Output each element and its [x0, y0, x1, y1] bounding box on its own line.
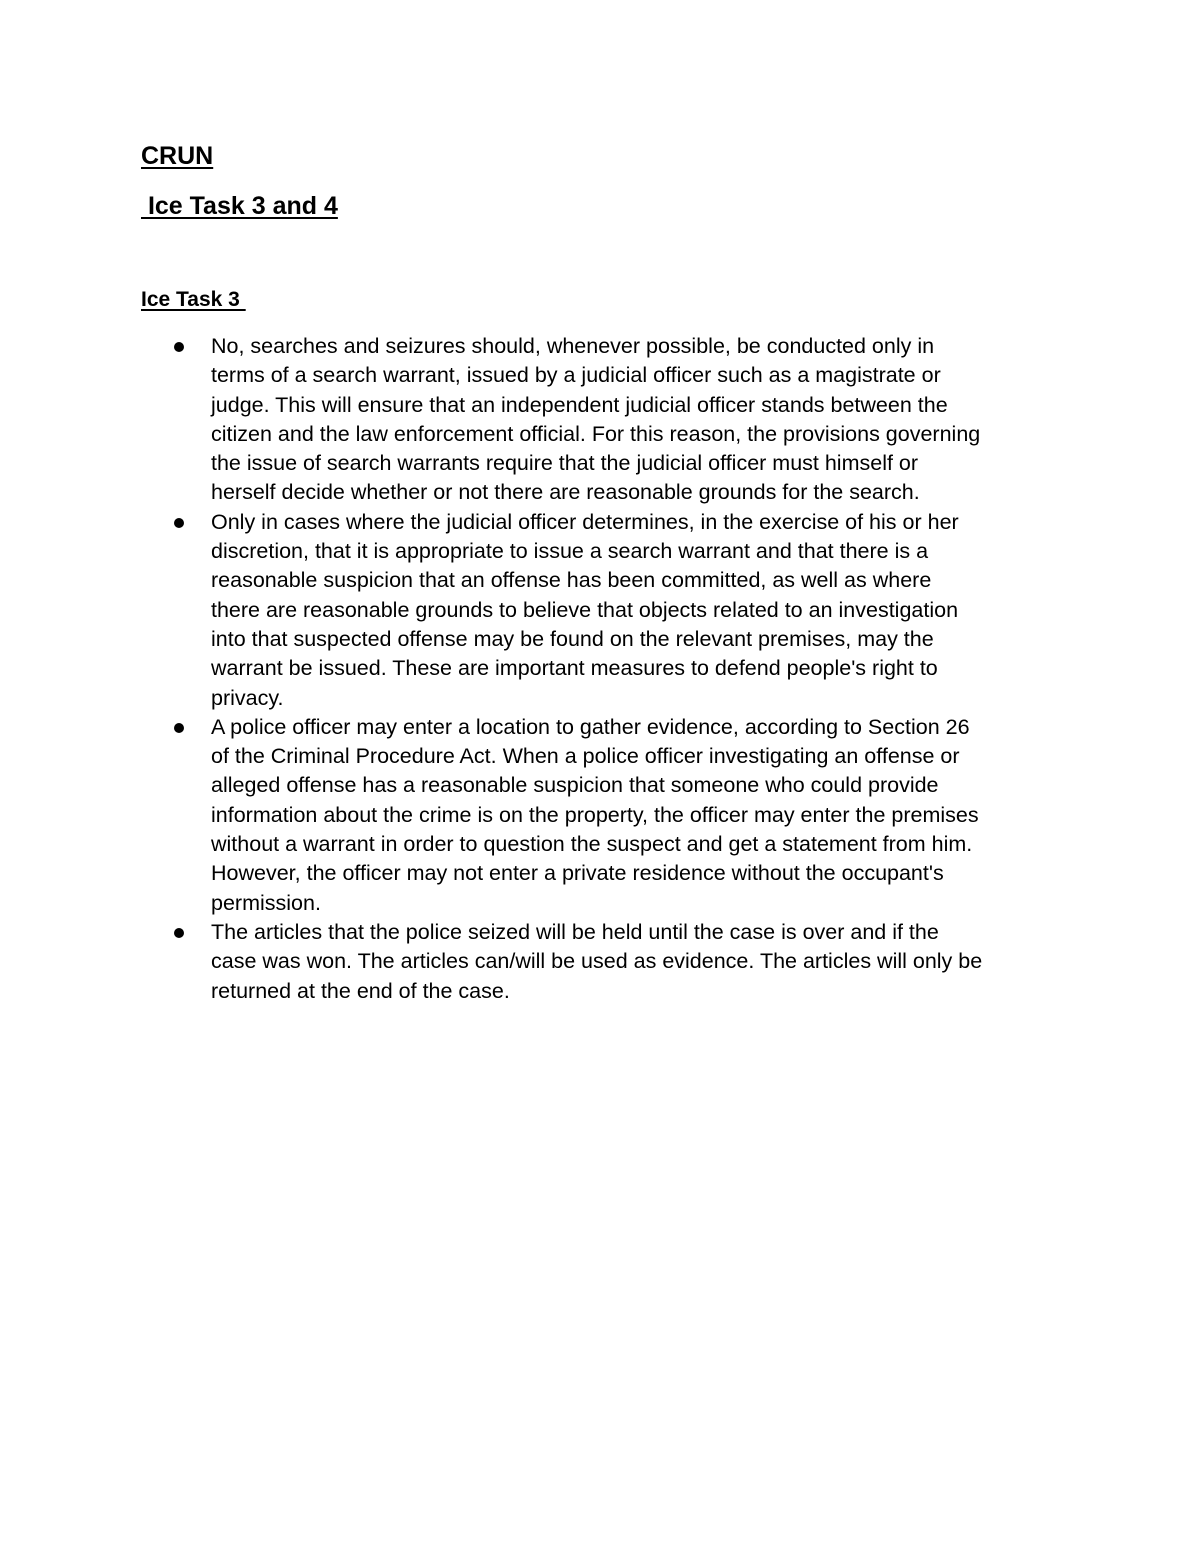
bullet-line: No, searches and seizures should, whenever possible, be conducted only in [211, 334, 935, 358]
bullet-item-3 [0, 713, 1059, 918]
bullet-line: herself decide whether or not there are reasonable grounds for the search. [211, 480, 920, 505]
bullet-icon [174, 342, 184, 352]
bullet-list [0, 332, 1200, 1006]
bullet-line: there are reasonable grounds to believe that objects related to an investigation [211, 597, 959, 622]
bullet-item-2 [0, 508, 1059, 713]
bullet-line: without a warrant in order to question the suspect and get a statement from him. [211, 832, 973, 857]
bullet-line: the issue of search warrants require that the judicial officer must himself or [211, 451, 919, 476]
section-heading: Ice Task 3 [141, 288, 246, 311]
bullet-line: information about the crime is on the property, the officer may enter the premises [211, 802, 979, 827]
bullet-line: into that suspected offense may be found on the relevant premises, may the [211, 626, 934, 651]
bullet-icon [174, 928, 184, 938]
bullet-line: privacy. [211, 685, 284, 710]
bullet-line: Only in cases where the judicial officer determines, in the exercise of his or her [211, 509, 959, 534]
bullet-line: warrant be issued. These are important measures to defend people's right to [211, 656, 938, 681]
bullet-line: A police officer may enter a location to gather evidence, according to Section 26 [211, 714, 970, 739]
document-title: CRUN [141, 142, 214, 170]
bullet-line: terms of a search warrant, issued by a judicial officer such as a magistrate or [211, 363, 941, 388]
bullet-item-4 [0, 918, 1059, 1006]
bullet-icon [174, 518, 184, 528]
bullet-line: of the Criminal Procedure Act. When a police officer investigating an offense or [211, 744, 960, 769]
bullet-line: However, the officer may not enter a private residence without the occupant's [211, 861, 944, 886]
bullet-item-1 [0, 332, 1059, 508]
bullet-line: discretion, that it is appropriate to issue a search warrant and that there is a [211, 539, 929, 564]
bullet-icon [174, 723, 184, 733]
bullet-line: alleged offense has a reasonable suspicion that someone who could provide [211, 773, 939, 798]
bullet-line: case was won. The articles can/will be used as evidence. The articles will only be [211, 949, 983, 974]
bullet-line: citizen and the law enforcement official. For this reason, the provisions governing [211, 421, 981, 446]
bullet-line: reasonable suspicion that an offense has been committed, as well as where [211, 568, 932, 593]
bullet-line: The articles that the police seized will be held until the case is over and if the [211, 919, 939, 944]
document-subtitle: Ice Task 3 and 4 [141, 192, 338, 220]
bullet-line: judge. This will ensure that an independent judicial officer stands between the [211, 392, 948, 417]
bullet-line: permission. [211, 890, 321, 915]
bullet-line: returned at the end of the case. [211, 978, 510, 1003]
